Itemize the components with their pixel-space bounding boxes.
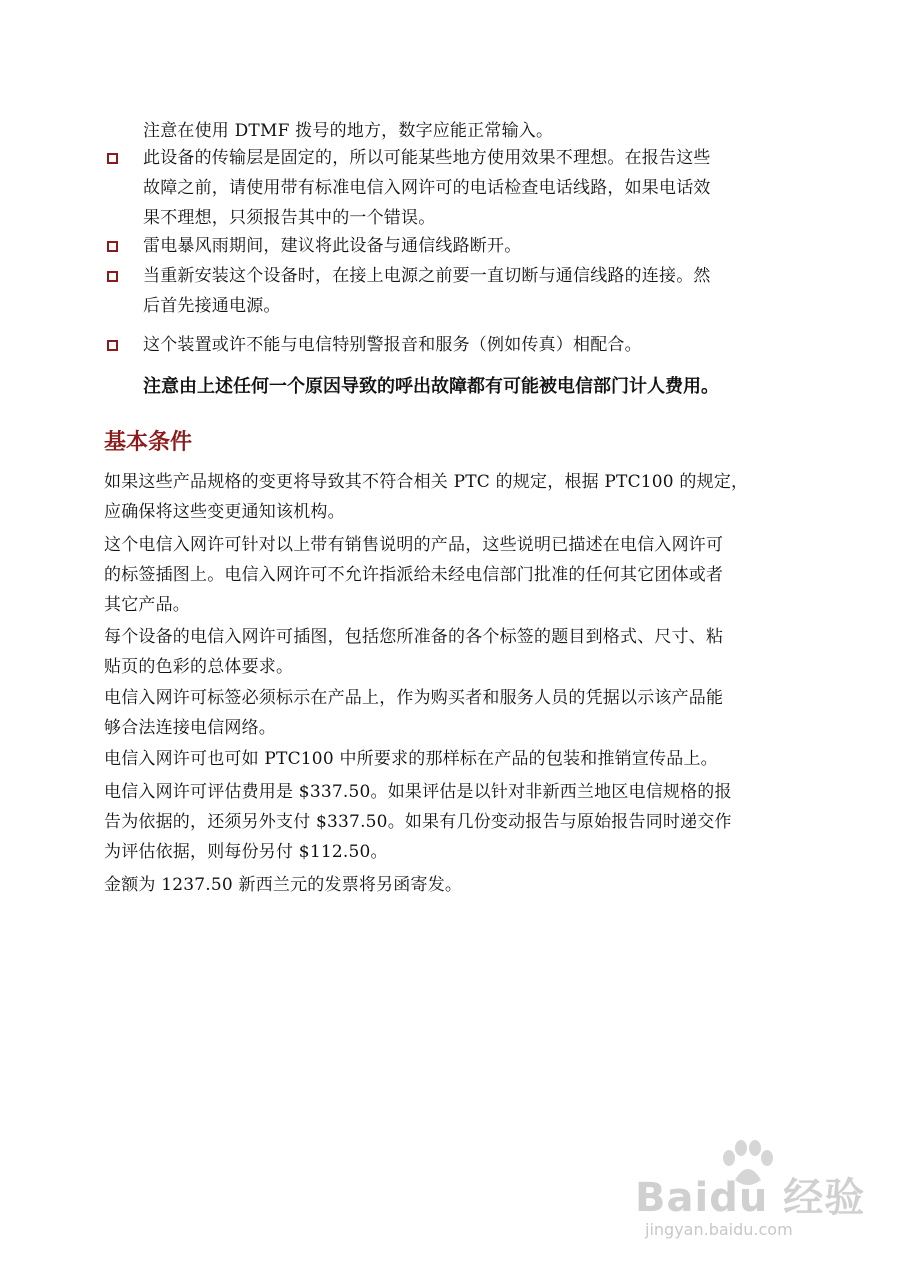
paragraph-3-line-2: 贴页的色彩的总体要求。 [104,657,294,677]
bullet-2-line-1: 雷电暴风雨期间，建议将此设备与通信线路断开。 [143,236,522,256]
bullet-square-icon [107,340,118,351]
bullet-square-icon [107,153,118,164]
bullet-1-line-3: 果不理想，只须报告其中的一个错误。 [143,208,436,228]
bullet-1-line-2: 故障之前，请使用带有标准电信入网许可的电话检查电话线路，如果电话效 [143,178,711,198]
paragraph-4-line-2: 够合法连接电信网络。 [104,718,276,738]
paragraph-7-line-1: 金额为 1237.50 新西兰元的发票将另函寄发。 [104,875,463,895]
paragraph-6-line-3: 为评估依据，则每份另付 $112.50。 [104,842,388,862]
paragraph-3-line-1: 每个设备的电信入网许可插图，包括您所准备的各个标签的题目到格式、尺寸、粘 [104,627,724,647]
paragraph-5-line-1: 电信入网许可也可如 PTC100 中所要求的那样标在产品的包装和推销宣传品上。 [104,749,718,769]
section-heading: 基本条件 [104,430,193,455]
bullet-1-line-1: 此设备的传输层是固定的，所以可能某些地方使用效果不理想。在报告这些 [143,148,711,168]
paragraph-4-line-1: 电信入网许可标签必须标示在产品上，作为购买者和服务人员的凭据以示该产品能 [104,688,724,708]
bullet-3-line-2: 后首先接通电源。 [143,296,281,316]
bullet-square-icon [107,271,118,282]
list-continuation-text: 注意在使用 DTMF 拨号的地方，数字应能正常输入。 [143,121,554,141]
watermark-url: jingyan.baidu.com [645,1220,793,1239]
bullet-square-icon [107,241,118,252]
paragraph-2-line-1: 这个电信入网许可针对以上带有销售说明的产品，这些说明已描述在电信入网许可 [104,535,724,555]
paragraph-1-line-2: 应确保将这些变更通知该机构。 [104,502,345,522]
paragraph-2-line-3: 其它产品。 [104,595,190,615]
bullet-3-line-1: 当重新安装这个设备时，在接上电源之前要一直切断与通信线路的连接。然 [143,266,711,286]
paragraph-1-line-1: 如果这些产品规格的变更将导致其不符合相关 PTC 的规定，根据 PTC100 的规定， [104,472,749,492]
paragraph-2-line-2: 的标签插图上。电信入网许可不允许指派给未经电信部门批准的任何其它团体或者 [104,565,724,585]
watermark-brand: Baidu 经验 [635,1175,866,1221]
baidu-watermark [635,1140,866,1250]
paragraph-6-line-2: 告为依据的，还须另外支付 $337.50。如果有几份变动报告与原始报告同时递交作 [104,812,732,832]
paragraph-6-line-1: 电信入网许可评估费用是 $337.50。如果评估是以针对非新西兰地区电信规格的报 [104,782,732,802]
bullet-4-line-1: 这个装置或许不能与电信特别警报音和服务（例如传真）相配合。 [143,335,642,355]
bold-note: 注意由上述任何一个原因导致的呼出故障都有可能被电信部门计人费用。 [143,376,719,397]
